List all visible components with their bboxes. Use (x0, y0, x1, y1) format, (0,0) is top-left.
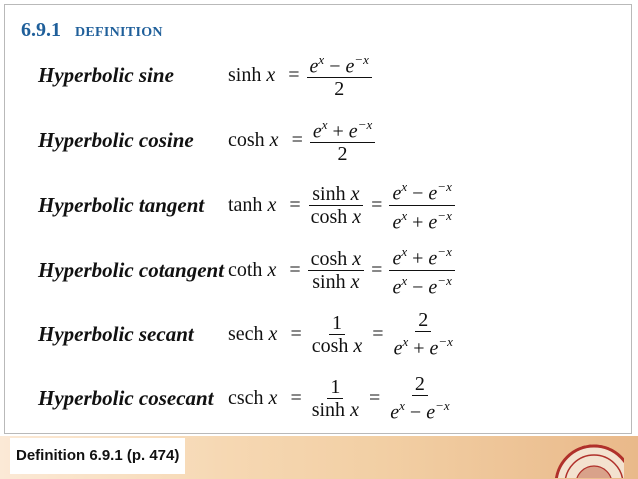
seal-logo-icon (540, 436, 624, 478)
equals-sign: = (371, 193, 383, 216)
formula (228, 242, 455, 298)
definition-box (4, 4, 632, 434)
fraction (310, 115, 375, 166)
fraction-denominator: $e^x - e^{-x}$ (390, 397, 450, 424)
formula-lhs: sinh x (228, 63, 276, 86)
fraction-numerator: $e^x + e^{-x}$ (310, 115, 375, 144)
fraction (391, 309, 456, 360)
definition-row (5, 370, 633, 426)
equals-sign: = (288, 63, 300, 86)
fraction-numerator: 1 (329, 312, 345, 335)
formula (228, 47, 372, 103)
function-name: Hyperbolic cotangent (38, 258, 225, 282)
fraction (389, 177, 454, 233)
definition-row (5, 177, 633, 233)
fraction-denominator: sinh x (312, 270, 360, 293)
equals-sign: = (289, 193, 301, 216)
equals-sign: = (371, 258, 383, 281)
fraction-numerator: 2 (415, 309, 431, 332)
function-name: Hyperbolic tangent (38, 193, 205, 217)
fraction-numerator: sinh x (309, 183, 362, 206)
fraction-numerator: cosh x (308, 248, 365, 271)
fraction-denominator: cosh x (311, 334, 363, 357)
fraction (389, 242, 454, 298)
equals-sign: = (291, 128, 303, 151)
formula (228, 112, 375, 168)
equals-sign: = (368, 386, 381, 409)
formula-lhs: coth x (228, 258, 277, 281)
definition-row (5, 242, 633, 298)
formula-lhs: sech x (228, 322, 278, 345)
definition-word: DEFINITION (75, 25, 163, 40)
equals-sign: = (290, 386, 302, 409)
fraction (308, 183, 365, 228)
fraction-numerator: 1 (327, 376, 343, 399)
fraction-denominator: cosh x (310, 205, 362, 228)
fraction (309, 312, 366, 357)
fraction-denominator: $e^x + e^{-x}$ (393, 333, 453, 360)
fraction-denominator: $e^x + e^{-x}$ (392, 207, 452, 234)
formula-lhs: csch x (228, 386, 278, 409)
function-name: Hyperbolic cosine (38, 128, 194, 152)
fraction-numerator: $e^x - e^{-x}$ (389, 177, 454, 206)
fraction-denominator: $e^x - e^{-x}$ (392, 272, 452, 299)
equals-sign: = (290, 322, 302, 345)
fraction-denominator: 2 (334, 78, 345, 101)
fraction (307, 50, 372, 101)
fraction-numerator: $e^x - e^{-x}$ (307, 50, 372, 79)
definition-heading (21, 19, 163, 42)
equals-sign: = (289, 258, 301, 281)
fraction-numerator: $e^x + e^{-x}$ (389, 242, 454, 271)
formula (228, 306, 456, 362)
footer-caption: Definition 6.9.1 (p. 474) (10, 438, 185, 474)
fraction-denominator: sinh x (311, 398, 359, 421)
formula-lhs: tanh x (228, 193, 277, 216)
fraction (387, 373, 452, 424)
equals-sign: = (372, 322, 384, 345)
function-name: Hyperbolic secant (38, 322, 194, 346)
function-name: Hyperbolic sine (38, 63, 174, 87)
fraction (308, 248, 365, 293)
formula (228, 177, 455, 233)
definition-row (5, 47, 633, 103)
formula (228, 370, 453, 426)
function-name: Hyperbolic cosecant (38, 386, 214, 410)
formula-lhs: cosh x (228, 128, 279, 151)
fraction-numerator: 2 (412, 373, 428, 396)
fraction (309, 376, 362, 421)
definition-row (5, 112, 633, 168)
fraction-denominator: 2 (337, 143, 348, 166)
definition-number: 6.9.1 (21, 19, 61, 41)
definition-row (5, 306, 633, 362)
